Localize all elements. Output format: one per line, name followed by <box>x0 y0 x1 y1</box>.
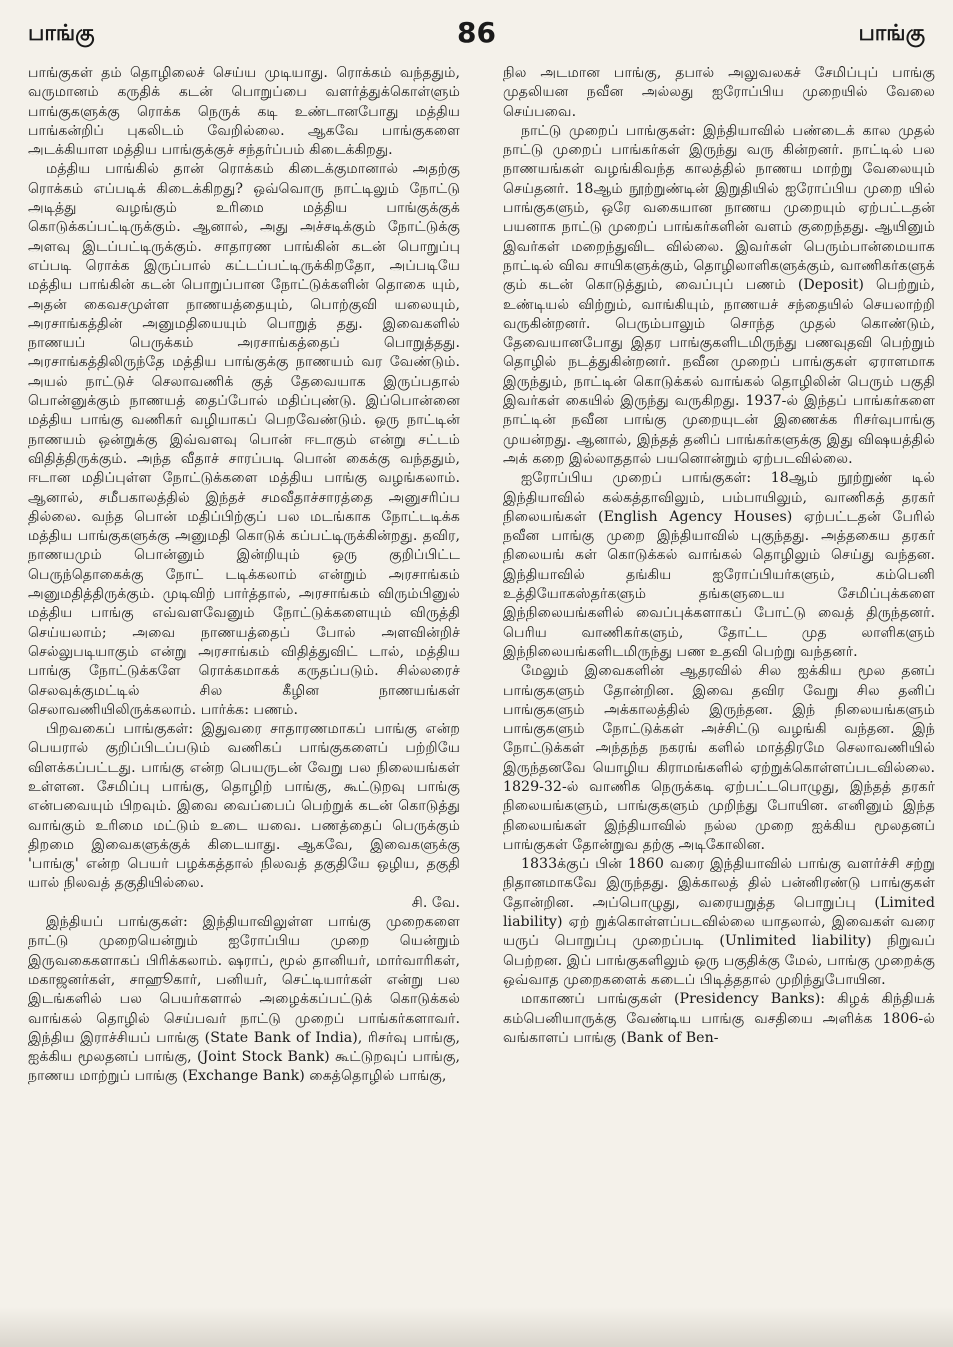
page-number: 86 <box>457 16 496 49</box>
running-head-right: பாங்கு <box>858 20 925 46</box>
right-column <box>503 64 935 1048</box>
paragraph: நில அடமான பாங்கு, தபால் அலுவலகச் சேமிப்புப் பாங்கு முதலியன நவீன அல்லது ஐரோப்பிய முறையில் வேலை செய்பவை. <box>503 65 935 120</box>
left-column <box>28 64 460 1087</box>
author-initials: சி. வே. <box>411 894 460 911</box>
running-head-left: பாங்கு <box>28 20 95 46</box>
paragraph: இந்தியப் பாங்குகள்: இந்தியாவிலுள்ள பாங்கு முறைகளை நாட்டு முறையென்றும் ஐரோப்பிய முறை யென்றும் இருவகைகளாகப் பிரிக்கலாம். ஷராப், மூல் தானியர், மார்வாரிகள், மகாஜனர்கள், சாஹூகார், பனியர், செட்டியார்கள் என்று பல இடங்களில் பல பெயர்களால் அழைக்கப்பட்டுக் கொடுக்கல் வாங்கல் தொழில் செய்பவர் நாட்டு முறைப் பாங்கர்களாவர். இந்திய இராச்சியப் பாங்கு (State Bank of India), ரிசர்வு பாங்கு, ஐக்கிய மூலதனப் பாங்கு, (Joint Stock Bank) கூட்டுறவுப் பாங்கு, நாணய மாற்றுப் பாங்கு (Exchange Bank) கைத்தொழில் பாங்கு, <box>28 914 460 1085</box>
paragraph: பிறவகைப் பாங்குகள்: இதுவரை சாதாரணமாகப் பாங்கு என்ற பெயரால் குறிப்பிடப்படும் வணிகப் பாங்குகளைப் பற்றியே விளக்கப்பட்டது. பாங்கு என்ற பெயருடன் வேறு பல நிலையங்கள் உள்ளன. சேமிப்பு பாங்கு, தொழிற் பாங்கு, கூட்டுறவு பாங்கு என்பவையும் பிறவும். இவை வைப்பைப் பெற்றுக் கடன் கொடுத்து வாங்கும் உரிமை மட்டும் உடை யவை. பணத்தைப் பெருக்கும் திறமை இவைகளுக்குக் கிடையாது. ஆகவே, இவைகளுக்கு 'பாங்கு' என்ற பெயர் பழக்கத்தால் நிலவத் தகுதியே ஒழிய, தகுதி யால் நிலவத் தகுதியில்லை. <box>28 721 460 892</box>
paragraph: 1833க்குப் பின் 1860 வரை இந்தியாவில் பாங்கு வளர்ச்சி சற்று நிதானமாகவே இருந்தது. இக்காலத் தில் பன்னிரண்டு பாங்குகள் தோன்றின. அப்பொழுது, வரையறுத்த பொறுப்பு (Limited liability) ஏற் றுக்கொள்ளப்படவில்லை யாதலால், இவைகள் வரை யருப் பொறுப்பு முறைப்படி (Unlimited liability) நிறுவப் பெற்றன. இப் பாங்குகளிலும் ஒரு பகுதிக்கு மேல், பாங்கு முறைக்கு ஒவ்வாத முறைகளைக் கடைப் பிடித்ததால் முறிந்துபோயின. <box>503 856 935 988</box>
page-header <box>28 16 925 56</box>
scan-shadow <box>0 1307 953 1347</box>
paragraph: மாகாணப் பாங்குகள் (Presidency Banks): கிழக் கிந்தியக் கம்பெனியாருக்கு வேண்டிய பாங்கு வசதியை அளிக்க 1806-ல் வங்காளப் பாங்கு (Bank of Ben- <box>503 991 935 1046</box>
paragraph: நாட்டு முறைப் பாங்குகள்: இந்தியாவில் பண்டைக் கால முதல் நாட்டு முறைப் பாங்கர்கள் இருந்து வரு கின்றனர். நாட்டில் பல நாணயங்கள் வழங்கிவந்த காலத்தில் நாணய மாற்று வேலையும் செய்தனர். 18ஆம் நூற்றுண்டின் இறுதியில் ஐரோப்பிய முறை யில் பாங்குகளும், ஒரே வகையான நாணய முறையும் ஏற்பட்டதன் பயனாக நாட்டு முறைப் பாங்கர்களின் வளம் குறைந்தது. ஆயினும் இவர்கள் மறைந்துவிட வில்லை. இவர்கள் பெரும்பான்மையாக நாட்டில் விவ சாயிகளுக்கும், தொழிலாளிகளுக்கும், வாணிகர்களுக் கும் கடன் கொடுத்தும், வைப்புப் பணம் (Deposit) பெற்றும், உண்டியல் விற்றும், வாங்கியும், நாணயச் சந்தையில் செயலாற்றி வருகின்றனர். பெரும்பாலும் சொந்த முதல் கொண்டும், தேவையானபோது இதர பாங்குகளிடமிருந்து பணவுதவி பெற்றும் தொழில் நடத்துகின்றனர். நவீன முறைப் பாங்குகள் ஏராளமாக இருந்தும், நாட்டின் கொடுக்கல் வாங்கல் தொழிலின் பெரும் பகுதி இவர்கள் கையில் இருந்து வருகிறது. 1937-ல் இந்தப் பாங்கர்களை நாட்டின் நவீன பாங்கு முறையுடன் இணைக்க ரிசர்வுபாங்கு முயன்றது. ஆனால், இந்தத் தனிப் பாங்கர்களுக்கு இது விஷயத்தில் அக் கறை இல்லாததால் பயனொன்றும் ஏற்படவில்லை. <box>503 122 935 467</box>
paragraph: பாங்குகள் தம் தொழிலைச் செய்ய முடியாது. ரொக்கம் வந்ததும், வருமானம் கருதிக் கடன் பொறுப்பை வளர்த்துக்கொள்ளும் பாங்குகளுக்கு ரொக்க நெருக் கடி உண்டானபோது மத்திய பாங்கன்றிப் புகலிடம் வேறில்லை. ஆகவே பாங்குகளை அடக்கியாள மத்திய பாங்குக்குச் சந்தர்ப்பம் கிடைக்கிறது. <box>28 65 460 159</box>
paragraph: மத்திய பாங்கில் தான் ரொக்கம் கிடைக்குமானால் அதற்கு ரொக்கம் எப்படிக் கிடைக்கிறது? ஒவ்வொரு நாட்டிலும் நோட்டு அடித்து வழங்கும் உரிமை மத்திய பாங்குக்குக் கொடுக்கப்பட்டிருக்கும். ஆனால், அது அச்சடிக்கும் நோட்டுக்கு அளவு இடப்பட்டிருக்கும். சாதாரண பாங்கின் கடன் பொறுப்பு எப்படி ரொக்க இருப்பால் கட்டப்பட்டிருக்கிறதோ, அப்படியே மத்திய பாங்கின் கடன் பொறுப்பான நோட்டுக்களின் தொகை யும், அதன் கைவசமுள்ள நாணயத்தையும், பொற்குவி யலையும், அரசாங்கத்தின் அனுமதியையும் பொறுத் தது. இவைகளில் நாணயப் பெருக்கம் அரசாங்கத்தைப் பொறுத்தது. அரசாங்கத்திலிருந்தே மத்திய பாங்குக்கு நாணயம் வர வேண்டும். அயல் நாட்டுச் செலாவணிக் குத் தேவையாக இருப்பதால் பொன்னுக்கும் நாணயத் தைப்போல் மதிப்புண்டு. இப்பொன்னை மத்திய பாங்கு வணிகர் வழியாகப் பெறவேண்டும். ஒரு நாட்டின் நாணயம் ஒன்றுக்கு இவ்வளவு பொன் ஈடாகும் என்று சட்டம் விதித்திருக்கும். அந்த வீதாச் சாரப்படி பொன் கைக்கு வந்ததும், ஈடான மதிப்புள்ள நோட்டுக்களை மத்திய பாங்கு வழங்கலாம். ஆனால், சமீபகாலத்தில் இந்தச் சமவீதாச்சாரத்தை அனுசரிப்ப தில்லை. வந்த பொன் மதிப்பிற்குப் பல மடங்காக நோட்டடிக்க மத்திய பாங்குகளுக்கு அனுமதி கொடுக் கப்பட்டிருக்கின்றது. தவிர, நாணயமும் பொன்னும் இன்றியும் ஒரு குறிப்பிட்ட பெருந்தொகைக்கு நோட் டடிக்கலாம் என்றும் அரசாங்கம் அனுமதித்திருக்கும். முடிவிற் பார்த்தால், அரசாங்கம் விரும்பினுல் மத்திய பாங்கு எவ்வளவேனும் நோட்டுக்களையும் விருத்தி செய்யலாம்; அவை நாணயத்தைப் போல் அளவின்றிச் செல்லுபடியாகும் என்று அரசாங்கம் விதித்துவிட் டால், மத்திய பாங்கு நோட்டுக்களே ரொக்கமாகக் கருதப்படும். சில்லரைச் செலவுக்குமட்டில் சில கீழின நாணயங்கள் செலாவணியிலிருக்கலாம். பார்க்க: பணம். <box>28 161 460 718</box>
paragraph: மேலும் இவைகளின் ஆதரவில் சில ஐக்கிய மூல தனப் பாங்குகளும் தோன்றின. இவை தவிர வேறு சில தனிப் பாங்குகளும் அக்காலத்தில் இருந்தன. இந் நிலையங்களும் பாங்குகளும் நோட்டுக்கள் அச்சிட்டு வழங்கி வந்தன. இந் நோட்டுக்கள் அந்தந்த நகரங் களில் மாத்திரமே செலாவணியில் இருந்தனவே யொழிய கிராமங்களில் ஏற்றுக்கொள்ளப்படவில்லை. 1829-32-ல் வாணிக நெருக்கடி ஏற்பட்டபொழுது, இந்தத் தரகர் நிலையங்களும், பாங்குகளும் முறிந்து போயின. எனினும் இந்த நிலையங்கள் இந்தியாவில் நல்ல முறை ஐக்கிய மூலதனப் பாங்குகள் தோன்றுவ தற்கு அடிகோலின. <box>503 663 935 853</box>
paragraph: ஐரோப்பிய முறைப் பாங்குகள்: 18ஆம் நூற்றுண் டில் இந்தியாவில் கல்கத்தாவிலும், பம்பாயிலும், வாணிகத் தரகர் நிலையங்கள் (English Agency Houses) ஏற்பட்டதன் பேரில் நவீன பாங்கு முறை இந்தியாவில் புகுந்தது. அத்தகைய தரகர் நிலையங் கள் கொடுக்கல் வாங்கல் தொழிலும் செய்து வந்தன. இந்தியாவில் தங்கிய ஐரோப்பியர்களும், கம்பெனி உத்தியோகஸ்தர்களும் தங்களுடைய சேமிப்புக்களை இந்நிலையங்களில் வைப்புக்களாகப் போட்டு வைத் திருந்தனர். பெரிய வாணிகர்களும், தோட்ட முத லாளிகளும் இந்நிலையங்களிடமிருந்து பண உதவி பெற்று வந்தனர். <box>503 470 935 660</box>
